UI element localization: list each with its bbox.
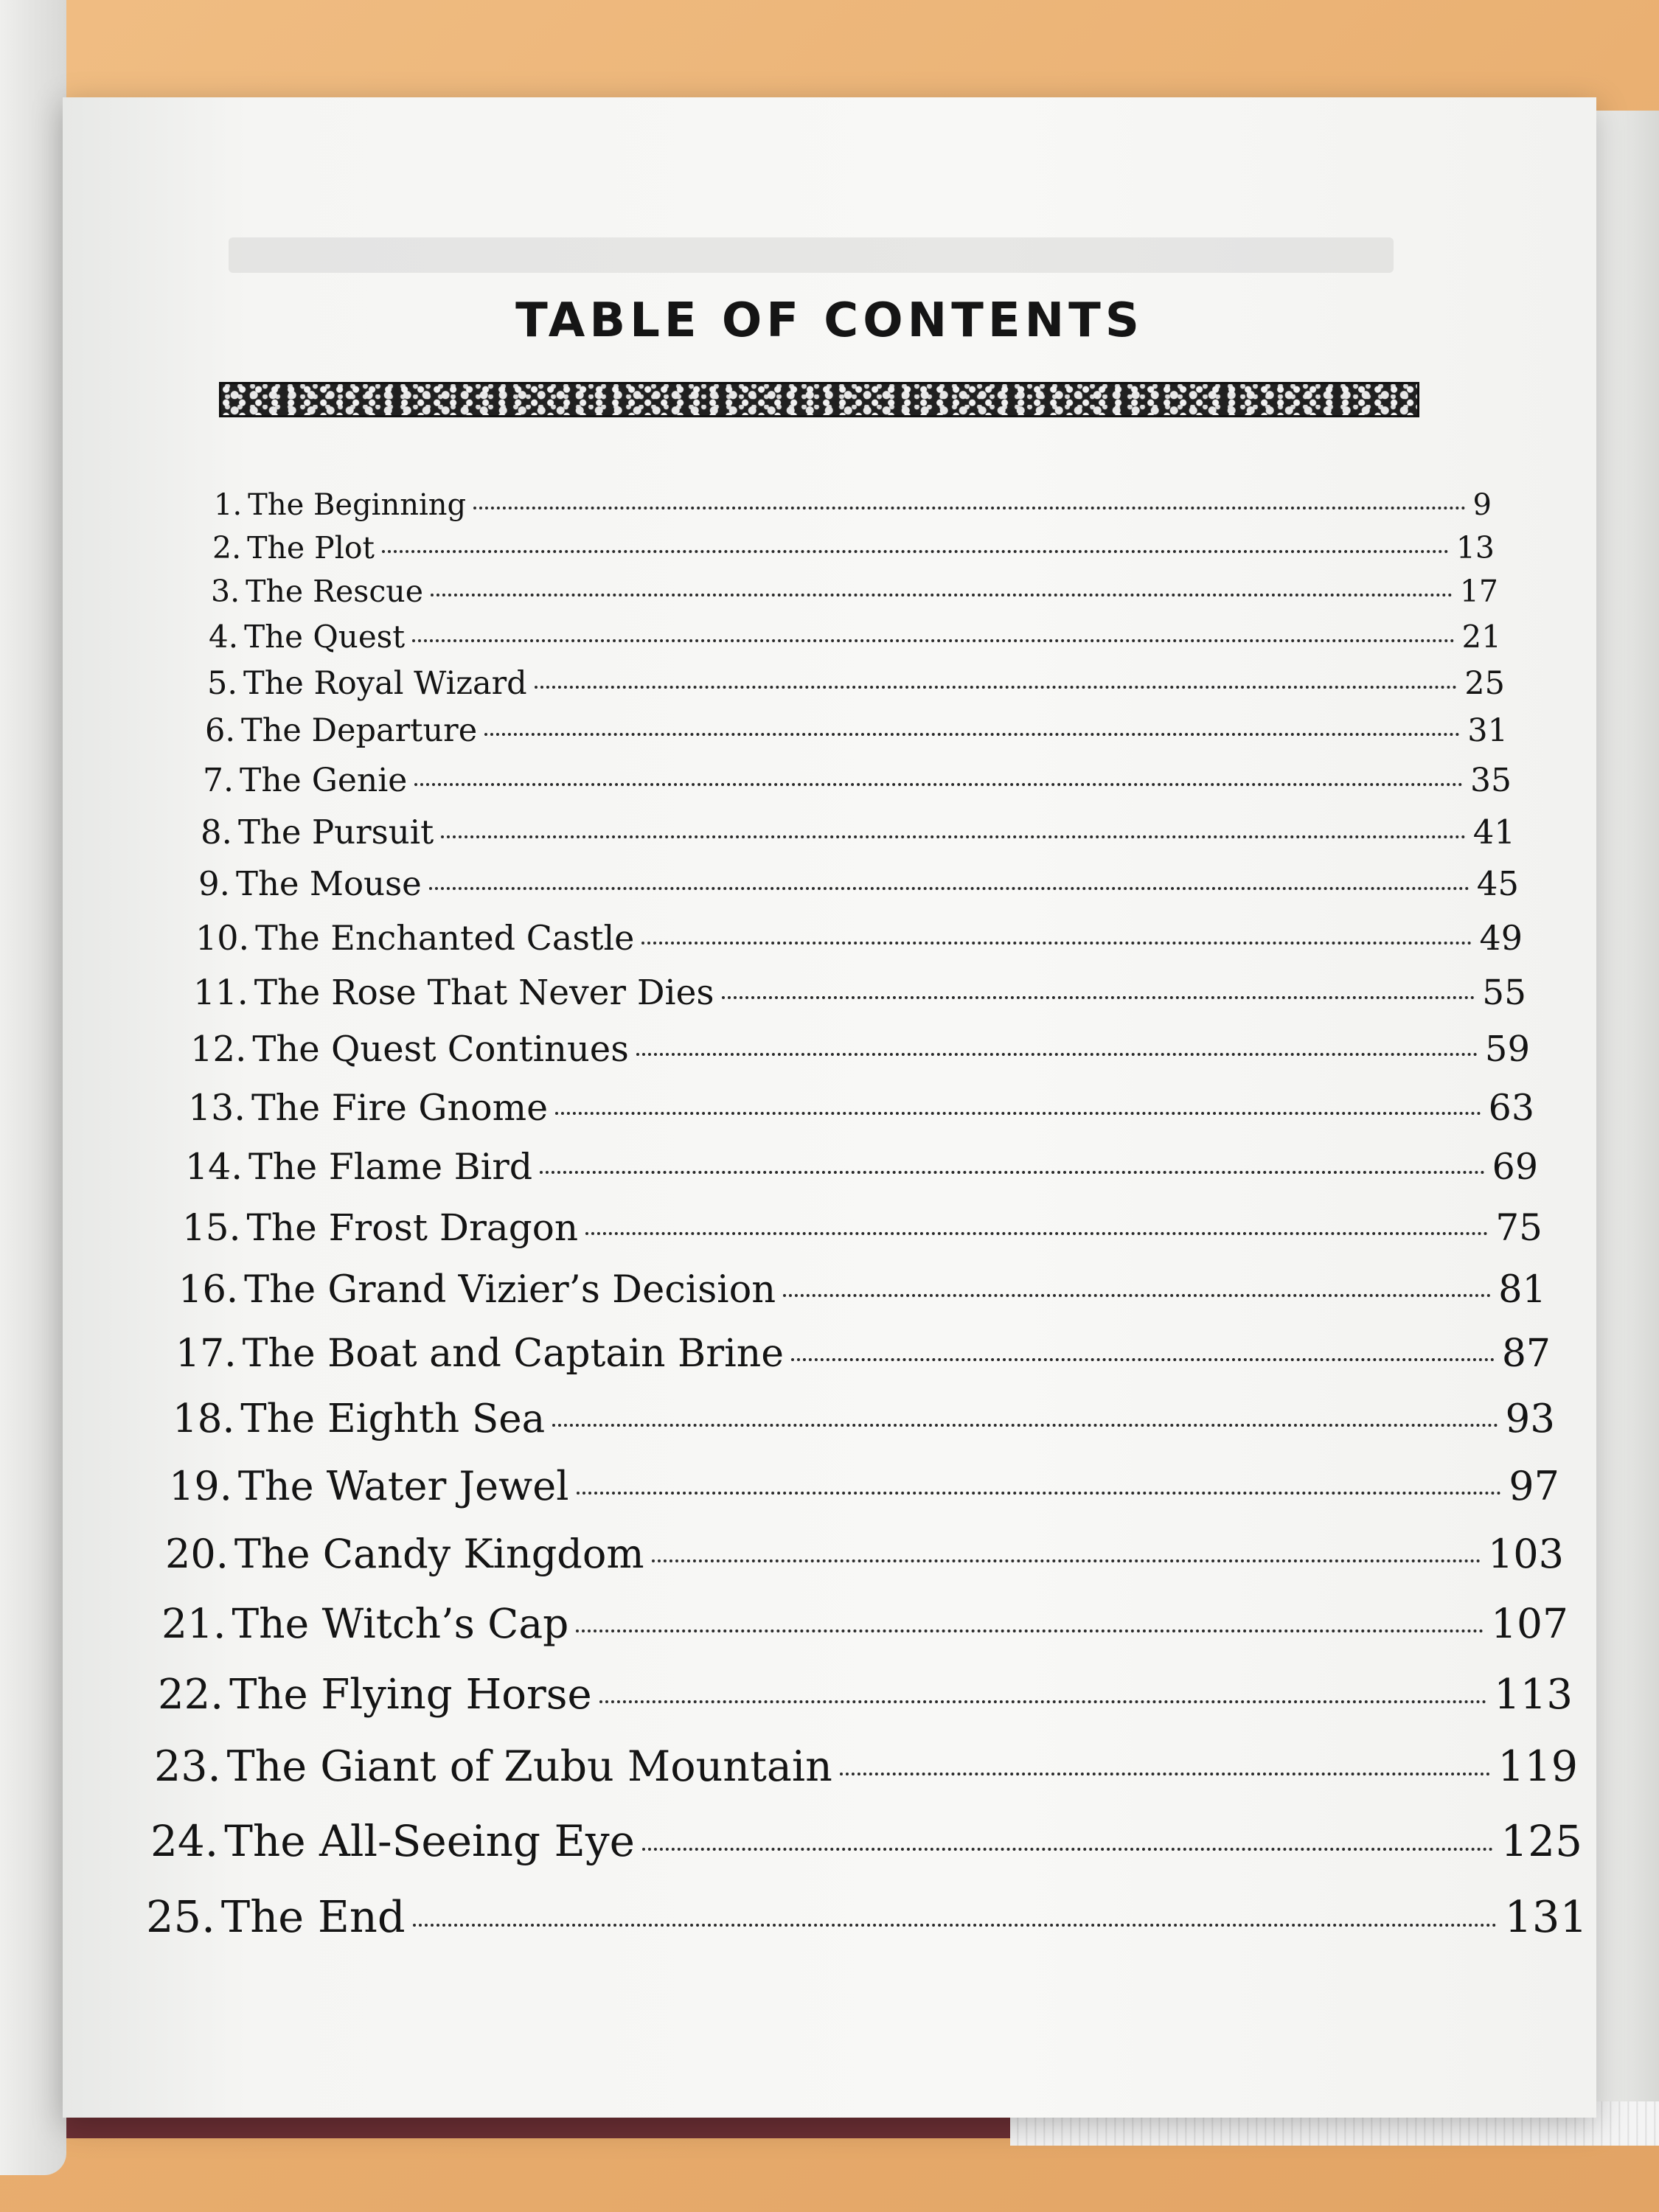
chapter-title: The Eighth Sea (240, 1397, 546, 1441)
page-number: 17 (1459, 574, 1498, 609)
chapter-number: 2. (212, 530, 242, 566)
chapter-title: The Rose That Never Dies (254, 973, 714, 1013)
chapter-title: The Water Jewel (237, 1463, 569, 1509)
chapter-title: The Quest (244, 619, 406, 655)
chapter-number: 18. (173, 1397, 235, 1441)
toc-entry (178, 1268, 1546, 1312)
page-number: 93 (1505, 1397, 1555, 1441)
dot-leader (429, 887, 1470, 890)
page-number: 49 (1479, 918, 1523, 958)
toc-entry (198, 864, 1519, 903)
chapter-number: 9. (198, 864, 230, 903)
toc-entry (169, 1463, 1559, 1509)
page-number: 55 (1482, 973, 1526, 1013)
toc-entry (209, 619, 1501, 655)
chapter-number: 13. (188, 1087, 246, 1129)
dot-leader (431, 594, 1453, 597)
page-number: 113 (1494, 1671, 1573, 1719)
chapter-title: The Boat and Captain Brine (242, 1332, 785, 1376)
chapter-number: 16. (178, 1268, 239, 1312)
toc-entry (207, 665, 1505, 702)
page-number: 119 (1498, 1742, 1578, 1791)
page-number: 31 (1467, 712, 1508, 749)
chapter-number: 11. (193, 973, 248, 1013)
dot-leader (642, 1848, 1493, 1851)
toc-entry (193, 973, 1526, 1013)
chapter-number: 19. (169, 1463, 232, 1509)
dot-leader (414, 783, 1463, 786)
chapter-number: 21. (161, 1600, 226, 1647)
chapter-title: The Rescue (246, 574, 423, 609)
toc-entry (182, 1206, 1543, 1249)
dot-leader (412, 639, 1454, 642)
chapter-number: 8. (201, 813, 232, 852)
dot-leader (484, 733, 1460, 736)
chapter-number: 23. (154, 1742, 221, 1791)
chapter-title: The Departure (241, 712, 478, 749)
dot-leader (441, 835, 1466, 838)
chapter-title: The Flying Horse (229, 1671, 592, 1719)
toc-entry (175, 1332, 1551, 1376)
chapter-title: The Genie (239, 762, 408, 799)
chapter-number: 3. (211, 574, 240, 609)
toc-entry (173, 1397, 1555, 1441)
toc-entry (185, 1146, 1538, 1188)
page-title: TABLE OF CONTENTS (515, 293, 1144, 348)
toc-entry (214, 488, 1492, 522)
chapter-title: The Witch’s Cap (232, 1600, 569, 1647)
chapter-title: The Quest Continues (252, 1029, 629, 1070)
chapter-number: 22. (158, 1671, 224, 1719)
page-number: 35 (1470, 762, 1512, 799)
chapter-title: The Beginning (248, 488, 467, 522)
dot-leader (552, 1424, 1498, 1427)
chapter-title: The Flame Bird (248, 1146, 533, 1188)
toc-entry (158, 1671, 1573, 1719)
page-number: 13 (1455, 530, 1495, 566)
page-number: 59 (1484, 1029, 1530, 1070)
dot-leader (641, 942, 1472, 945)
chapter-number: 5. (207, 665, 238, 702)
chapter-number: 14. (185, 1146, 243, 1188)
toc-entry (165, 1531, 1564, 1577)
dot-leader (540, 1171, 1484, 1174)
chapter-number: 4. (209, 619, 239, 655)
page-number: 131 (1504, 1891, 1587, 1942)
page-number: 87 (1501, 1332, 1551, 1376)
chapter-title: The Mouse (235, 864, 422, 903)
dot-leader (576, 1630, 1484, 1632)
chapter-title: The Grand Vizier’s Decision (244, 1268, 776, 1312)
dot-leader (722, 996, 1475, 999)
chapter-title: The End (220, 1891, 406, 1942)
chapter-title: The Frost Dragon (246, 1206, 579, 1249)
dot-leader (791, 1358, 1495, 1361)
page-number: 125 (1500, 1816, 1582, 1866)
dot-leader (382, 550, 1449, 553)
chapter-number: 17. (175, 1332, 237, 1376)
dot-leader (413, 1924, 1498, 1927)
chapter-title: The Plot (247, 530, 375, 566)
chapter-number: 20. (165, 1531, 229, 1577)
chapter-number: 24. (150, 1816, 219, 1866)
dot-leader (577, 1492, 1502, 1495)
toc-entry (211, 574, 1498, 609)
page-number: 97 (1509, 1463, 1559, 1509)
toc-entry (161, 1600, 1568, 1647)
toc-entry (188, 1087, 1534, 1129)
page-number: 9 (1472, 488, 1492, 522)
toc-entry (205, 712, 1508, 749)
chapter-number: 15. (182, 1206, 241, 1249)
page-number: 63 (1488, 1087, 1534, 1129)
chapter-number: 7. (203, 762, 234, 799)
page-number: 45 (1476, 864, 1519, 903)
toc-entry (190, 1029, 1530, 1070)
left-page-curl (0, 0, 66, 2175)
dot-leader (652, 1559, 1481, 1562)
toc-entry (212, 530, 1495, 566)
chapter-title: The Enchanted Castle (255, 918, 635, 958)
dot-leader (535, 686, 1458, 689)
chapter-number: 25. (146, 1891, 215, 1942)
page-number: 103 (1487, 1531, 1564, 1577)
page-number: 41 (1472, 813, 1515, 852)
page-number: 75 (1495, 1206, 1543, 1249)
right-page-edge (1593, 111, 1659, 2101)
page-number: 21 (1461, 619, 1501, 655)
chapter-number: 12. (190, 1029, 247, 1070)
dot-leader (840, 1773, 1490, 1775)
toc-entry (201, 813, 1515, 852)
toc-entry (154, 1742, 1578, 1791)
chapter-number: 1. (214, 488, 243, 522)
dot-leader (585, 1232, 1488, 1235)
chapter-number: 6. (205, 712, 236, 749)
dot-leader (599, 1700, 1486, 1703)
page-number: 25 (1464, 665, 1505, 702)
dot-leader (783, 1294, 1491, 1297)
toc-list (63, 97, 1596, 2118)
chapter-title: The Fire Gnome (251, 1087, 549, 1129)
page-number: 69 (1492, 1146, 1538, 1188)
chapter-number: 10. (195, 918, 250, 958)
toc-entry (150, 1816, 1582, 1866)
chapter-title: The Candy Kingdom (234, 1531, 644, 1577)
dot-leader (473, 507, 1465, 509)
page-number: 81 (1498, 1268, 1546, 1312)
book-page (63, 97, 1596, 2118)
chapter-title: The All-Seeing Eye (224, 1816, 635, 1866)
toc-entry (146, 1891, 1587, 1942)
chapter-title: The Royal Wizard (243, 665, 527, 702)
toc-entry (203, 762, 1512, 799)
chapter-title: The Giant of Zubu Mountain (226, 1742, 832, 1791)
dot-leader (636, 1053, 1478, 1056)
chapter-title: The Pursuit (237, 813, 434, 852)
toc-entry (195, 918, 1523, 958)
dot-leader (555, 1112, 1481, 1115)
page-number: 107 (1491, 1600, 1568, 1647)
